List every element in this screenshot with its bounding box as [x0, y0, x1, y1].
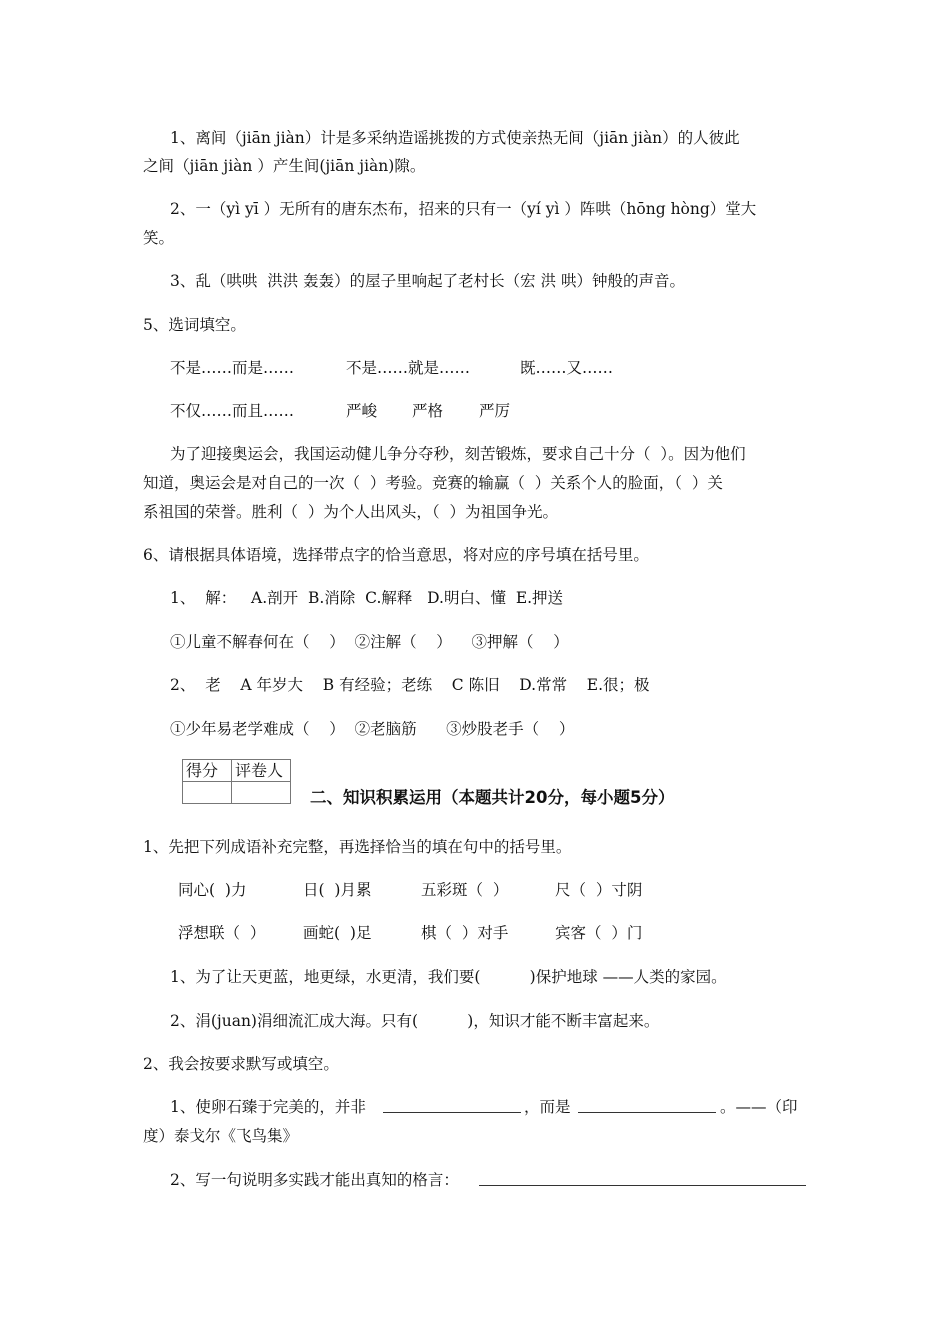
q5-paragraph-line: 系祖国的荣誉。胜利（ ）为个人出风头，（ ）为祖国争光。 — [143, 503, 558, 521]
answer-blank[interactable] — [578, 1112, 716, 1113]
q5-title: 5、选词填空。 — [143, 316, 246, 334]
idiom-item: 同心( )力 — [178, 881, 247, 899]
grader-cell — [232, 782, 291, 804]
fill-sentence-1: 1、为了让天更蓝，地更绿，水更清，我们要( )保护地球 ——人类的家园。 — [170, 968, 727, 986]
score-box — [182, 759, 291, 804]
q5-paragraph-line: 为了迎接奥运会，我国运动健儿争分夺秒，刻苦锻炼，要求自己十分（ ）。因为他们 — [170, 445, 746, 463]
idiom-item: 画蛇( )足 — [303, 924, 372, 942]
p2-q1-title: 1、先把下列成语补充完整，再选择恰当的填在句中的括号里。 — [143, 838, 572, 856]
q2-item1-line2: 度）泰戈尔《飞鸟集》 — [143, 1127, 299, 1145]
q6-item2: 2、 老 A 年岁大 B 有经验；老练 C 陈旧 D.常常 E.很；极 — [170, 676, 650, 694]
q6-item1-sub: ①儿童不解春何在（ ） ②注解（ ） ③押解（ ） — [170, 633, 569, 651]
q2-item1-part: 1、使卵石臻于完美的，并非 — [170, 1098, 366, 1116]
idiom-item: 五彩斑（ ） — [421, 881, 509, 899]
q5-option: 严格 — [412, 402, 444, 420]
idiom-item: 尺（ ）寸阴 — [555, 881, 643, 899]
q6-item1: 1、 解： A.剖开 B.消除 C.解释 D.明白、懂 E.押送 — [170, 589, 564, 607]
q2-line2: 笑。 — [143, 229, 175, 247]
q5-option: 既……又…… — [520, 359, 614, 377]
q1-line2: 之间（jiān jiàn ）产生间(jiān jiàn)隙。 — [143, 157, 426, 175]
q5-option: 不是……就是…… — [346, 359, 471, 377]
p2-q2-title: 2、我会按要求默写或填空。 — [143, 1055, 339, 1073]
idiom-item: 宾客（ ）门 — [555, 924, 643, 942]
score-cell — [183, 782, 232, 804]
idiom-item: 浮想联（ ） — [178, 924, 266, 942]
q2-item1-part: 。——（印 — [720, 1098, 798, 1116]
q2-item1-part: ，而是 — [524, 1098, 571, 1116]
q2-line1: 2、一（yì yī ）无所有的唐东杰布，招来的只有一（yí yì ）阵哄（hōng hòng）堂大 — [170, 200, 757, 218]
q2-item2: 2、写一句说明多实践才能出真知的格言： — [170, 1171, 459, 1189]
q6-title: 6、请根据具体语境，选择带点字的恰当意思，将对应的序号填在括号里。 — [143, 546, 649, 564]
idiom-item: 棋（ ）对手 — [421, 924, 509, 942]
q1-line1: 1、离间（jiān jiàn）计是多采纳造谣挑拨的方式使亲热无间（jiān jiàn）的人彼此 — [170, 129, 740, 147]
q5-paragraph-line: 知道，奥运会是对自己的一次（ ）考验。竞赛的输赢（ ）关系个人的脸面，（ ）关 — [143, 474, 723, 492]
q3-line1: 3、乱（哄哄 洪洪 轰轰）的屋子里响起了老村长（宏 洪 哄）钟般的声音。 — [170, 272, 685, 290]
q5-option: 不仅……而且…… — [170, 402, 295, 420]
score-label: 得分 — [183, 760, 232, 782]
fill-sentence-2: 2、涓(juan)涓细流汇成大海。只有( )，知识才能不断丰富起来。 — [170, 1012, 660, 1030]
answer-blank[interactable] — [383, 1112, 521, 1113]
grader-label: 评卷人 — [232, 760, 291, 782]
section-heading: 二、知识积累运用（本题共计20分，每小题5分） — [310, 788, 675, 807]
q6-item2-sub: ①少年易老学难成（ ） ②老脑筋 ③炒股老手（ ） — [170, 720, 575, 738]
idiom-item: 日( )月累 — [303, 881, 372, 899]
answer-blank[interactable] — [479, 1185, 806, 1186]
q5-option: 严峻 — [346, 402, 378, 420]
q5-option: 不是……而是…… — [170, 359, 295, 377]
q5-option: 严厉 — [479, 402, 511, 420]
